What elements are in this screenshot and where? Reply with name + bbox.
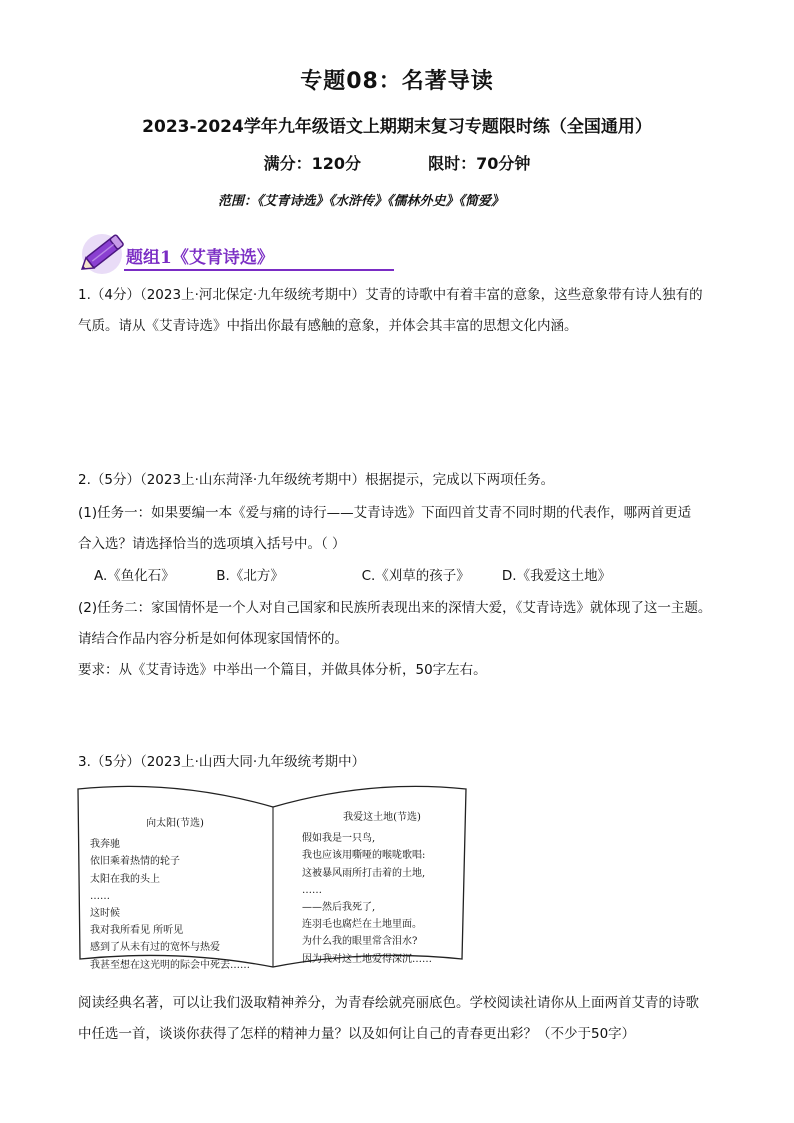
open-book-figure bbox=[76, 777, 468, 969]
q2-task1-line-2: 合入选？请选择恰当的选项填入括号中。（ ） bbox=[78, 536, 346, 552]
time-limit: 限时：70分钟 bbox=[428, 154, 531, 173]
q2-task2-line-2: 请结合作品内容分析是如何体现家国情怀的。 bbox=[78, 631, 348, 647]
option-a: A.《鱼化石》 bbox=[94, 568, 175, 584]
poem-line: 假如我是一只鸟, bbox=[302, 833, 376, 845]
full-marks: 满分：120分 bbox=[263, 154, 361, 173]
option-b: B.《北方》 bbox=[216, 568, 284, 584]
poem-line: …… bbox=[90, 890, 110, 902]
q1-line-1: 1.（4分）（2023上·河北保定·九年级统考期中）艾青的诗歌中有着丰富的意象，这些意象带有诗人独有的 bbox=[78, 287, 703, 303]
poem-line: 我对我所看见 所听见 bbox=[90, 925, 184, 937]
poem-left-title: 向太阳(节选) bbox=[146, 818, 204, 829]
score-line bbox=[0, 151, 794, 174]
poem-left bbox=[90, 815, 260, 974]
q3-text-line-1: 阅读经典名著，可以让我们汲取精神养分，为青春绘就亮丽底色。学校阅读社请你从上面两首艾青的诗歌 bbox=[78, 995, 699, 1011]
poem-line: 感到了从未有过的宽怀与热爱 bbox=[90, 942, 220, 954]
poem-line: 依旧乘着热情的轮子 bbox=[90, 856, 180, 868]
poem-line: 我奔驰 bbox=[90, 839, 120, 851]
poem-right-title: 我爱这土地(节选) bbox=[343, 812, 421, 823]
q2-requirement: 要求：从《艾青诗选》中举出一个篇目，并做具体分析，50字左右。 bbox=[78, 662, 487, 678]
option-d: D.《我爱这土地》 bbox=[501, 568, 612, 584]
scope-line: 范围：《艾青诗选》《水浒传》《儒林外史》《简爱》 bbox=[218, 194, 505, 209]
poem-line: 太阳在我的头上 bbox=[90, 873, 160, 885]
group-underline bbox=[124, 269, 394, 271]
page-subtitle: 2023-2024学年九年级语文上期期末复习专题限时练（全国通用） bbox=[142, 117, 652, 137]
poem-line: 因为我对这土地爱得深沉…… bbox=[302, 953, 432, 965]
q3-text-line-2: 中任选一首，谈谈你获得了怎样的精神力量？以及如何让自己的青春更出彩？（不少于50字） bbox=[78, 1026, 636, 1042]
group-title: 题组1《艾青诗选》 bbox=[126, 248, 274, 268]
poem-line: 为什么我的眼里常含泪水? bbox=[302, 936, 418, 948]
q3-head: 3.（5分）（2023上·山西大同·九年级统考期中） bbox=[78, 754, 366, 770]
poem-line: 这被暴风雨所打击着的土地, bbox=[302, 867, 426, 879]
q2-task2-line-1: (2)任务二：家国情怀是一个人对自己国家和民族所表现出来的深情大爱，《艾青诗选》就体现了这一主题。 bbox=[78, 600, 712, 616]
q2-head: 2.（5分）（2023上·山东菏泽·九年级统考期中）根据提示，完成以下两项任务。 bbox=[78, 472, 555, 488]
q2-task1-line-1: (1)任务一：如果要编一本《爱与痛的诗行——艾青诗选》下面四首艾青不同时期的代表作，哪两首更适 bbox=[78, 505, 692, 521]
poem-line: 我甚至想在这光明的际会中死去…… bbox=[90, 959, 250, 971]
poem-line: …… bbox=[302, 884, 322, 896]
poem-line: 我也应该用嘶哑的喉咙歌唱: bbox=[302, 850, 426, 862]
q2-options bbox=[94, 566, 611, 586]
q1-line-2: 气质。请从《艾青诗选》中指出你最有感触的意象，并体会其丰富的思想文化内涵。 bbox=[78, 318, 578, 334]
page-title: 专题08：名著导读 bbox=[300, 69, 494, 94]
poem-line: 这时候 bbox=[90, 908, 120, 920]
group-heading bbox=[80, 226, 340, 276]
option-c: C.《刈草的孩子》 bbox=[361, 568, 470, 584]
poem-right bbox=[302, 809, 462, 968]
poem-line: 连羽毛也腐烂在土地里面。 bbox=[302, 919, 422, 931]
poem-line: ——然后我死了, bbox=[302, 902, 376, 914]
